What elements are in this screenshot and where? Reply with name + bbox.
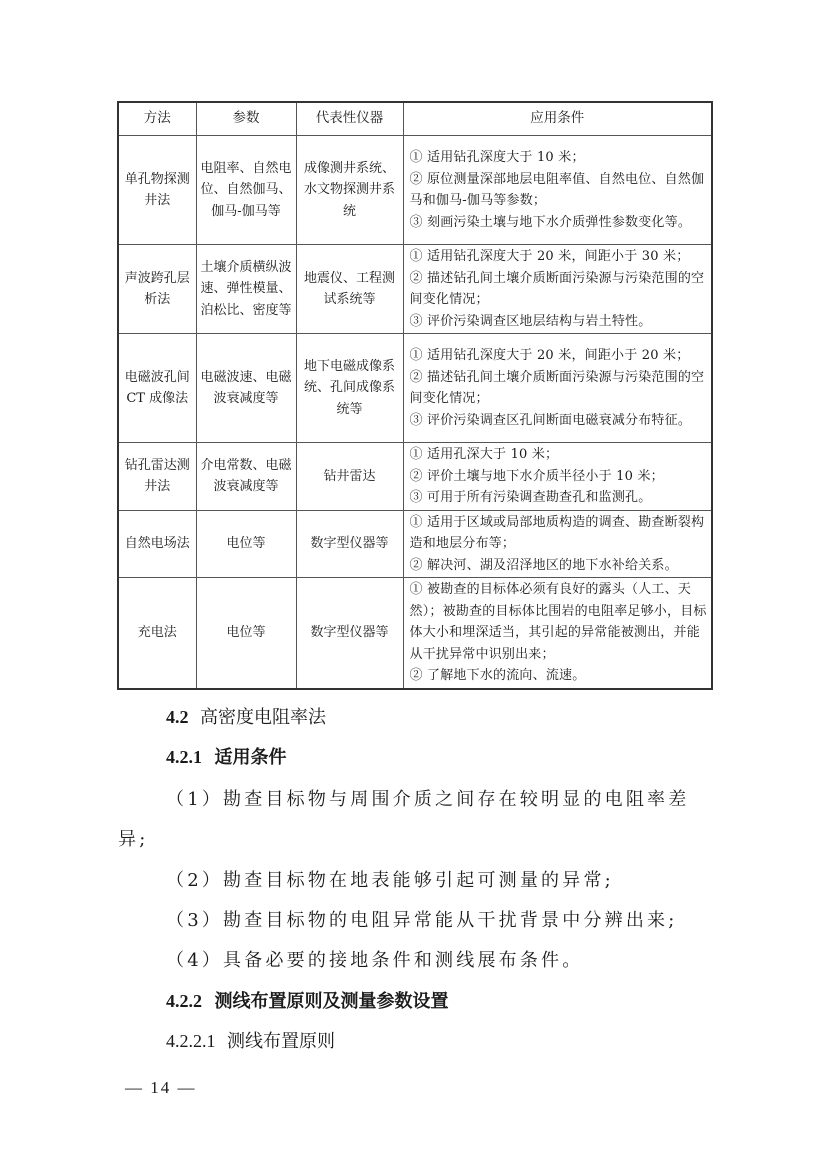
condition-item: ① 被勘查的目标体必须有良好的露头（人工、天然）；被勘查的目标体比围岩的电阻率足够小，目标体大小和埋深适当，其引起的异常能被测出，并能从干扰异常中识别出来；	[409, 582, 707, 662]
condition-item: ① 适用钻孔深度大于 20 米，间距小于 20 米；	[409, 348, 690, 363]
section-heading-4-2	[166, 703, 326, 729]
cell-conditions	[403, 136, 712, 245]
section-title: 高密度电阻率法	[199, 707, 326, 728]
table-row	[118, 443, 712, 511]
condition-item: ① 适用钻孔深度大于 20 米，间距小于 30 米；	[409, 249, 690, 264]
condition-item: ① 适用孔深大于 10 米；	[409, 447, 559, 462]
condition-item: ② 评价土壤与地下水介质半径小于 10 米；	[409, 468, 664, 484]
condition-item: ③ 可用于所有污染调查勘查孔和监测孔。	[409, 490, 652, 505]
cell-conditions	[403, 334, 712, 443]
page-number: — 14 —	[125, 1078, 197, 1097]
cell-instrument: 地下电磁成像系统、孔间成像系统等	[296, 334, 403, 443]
cell-method: 声波跨孔层析法	[118, 245, 196, 334]
cell-instrument: 成像测井系统、水文物探测井系统	[296, 136, 403, 245]
condition-item: ② 描述钻孔间土壤介质断面污染源与污染范围的空间变化情况；	[409, 270, 705, 307]
cell-instrument: 钻井雷达	[296, 443, 403, 511]
list-item: （1）勘查目标物与周围介质之间存在较明显的电阻率差	[166, 789, 690, 810]
section-title: 适用条件	[214, 747, 287, 768]
header-instrument: 代表性仪器	[296, 102, 403, 136]
condition-item: ② 了解地下水的流向、流速。	[409, 668, 586, 683]
condition-item: ③ 评价污染调查区孔间断面电磁衰减分布特征。	[409, 412, 692, 428]
header-method: 方法	[118, 102, 196, 136]
cell-instrument: 地震仪、工程测试系统等	[296, 245, 403, 334]
cell-params: 介电常数、电磁波衰减度等	[196, 443, 296, 511]
cell-params: 电磁波速、电磁波衰减度等	[196, 334, 296, 443]
section-heading-4-2-2	[166, 987, 449, 1013]
table-row	[118, 245, 712, 334]
list-item: （4）具备必要的接地条件和测线展布条件。	[166, 950, 584, 971]
condition-item: ① 适用钻孔深度大于 10 米；	[409, 150, 585, 165]
section-heading-4-2-2-1	[166, 1027, 335, 1053]
cell-method: 充电法	[118, 578, 196, 689]
section-number: 4.2.2.1	[166, 1031, 216, 1051]
cell-params: 电位等	[196, 578, 296, 689]
section-number: 4.2.2	[166, 991, 202, 1011]
condition-item: ③ 评价污染调查区地层结构与岩土特性。	[409, 313, 652, 329]
cell-conditions	[403, 578, 712, 689]
section-number: 4.2	[166, 707, 189, 727]
section-number: 4.2.1	[166, 747, 202, 767]
table-row	[118, 510, 712, 578]
section-heading-4-2-1	[166, 743, 287, 769]
header-params: 参数	[196, 102, 296, 136]
section-title: 测线布置原则	[226, 1031, 335, 1052]
table-header-row	[118, 102, 712, 136]
condition-item: ② 解决河、湖及沼泽地区的地下水补给关系。	[409, 557, 678, 573]
table-row	[118, 334, 712, 443]
list-item: （3）勘查目标物的电阻异常能从干扰背景中分辨出来;	[166, 910, 678, 931]
cell-params: 土壤介质横纵波速、弹性模量、泊松比、密度等	[196, 245, 296, 334]
section-title: 测线布置原则及测量参数设置	[214, 991, 449, 1012]
condition-item: ① 适用于区域或局部地质构造的调查、勘查断裂构造和地层分布等；	[409, 514, 705, 551]
cell-params: 电位等	[196, 510, 296, 578]
cell-method: 自然电场法	[118, 510, 196, 578]
condition-item: ③ 刻画污染土壤与地下水介质弹性参数变化等。	[409, 214, 692, 230]
list-item-continuation: 异;	[118, 829, 149, 850]
cell-method: 电磁波孔间 CT 成像法	[118, 334, 196, 443]
list-item: （2）勘查目标物在地表能够引起可测量的异常;	[166, 870, 614, 891]
cell-method: 钻孔雷达测井法	[118, 443, 196, 511]
cell-conditions	[403, 245, 712, 334]
cell-instrument: 数字型仪器等	[296, 510, 403, 578]
cell-instrument: 数字型仪器等	[296, 578, 403, 689]
header-conditions: 应用条件	[403, 102, 712, 136]
cell-params: 电阻率、自然电位、自然伽马、伽马-伽马等	[196, 136, 296, 245]
cell-conditions	[403, 510, 712, 578]
cell-method: 单孔物探测井法	[118, 136, 196, 245]
table-row	[118, 578, 712, 689]
table-row	[118, 136, 712, 245]
cell-conditions	[403, 443, 712, 511]
condition-item: ② 描述钻孔间土壤介质断面污染源与污染范围的空间变化情况；	[409, 369, 705, 406]
geophysics-methods-table	[117, 101, 713, 690]
condition-item: ② 原位测量深部地层电阻率值、自然电位、自然伽马和伽马-伽马等参数；	[409, 171, 705, 208]
